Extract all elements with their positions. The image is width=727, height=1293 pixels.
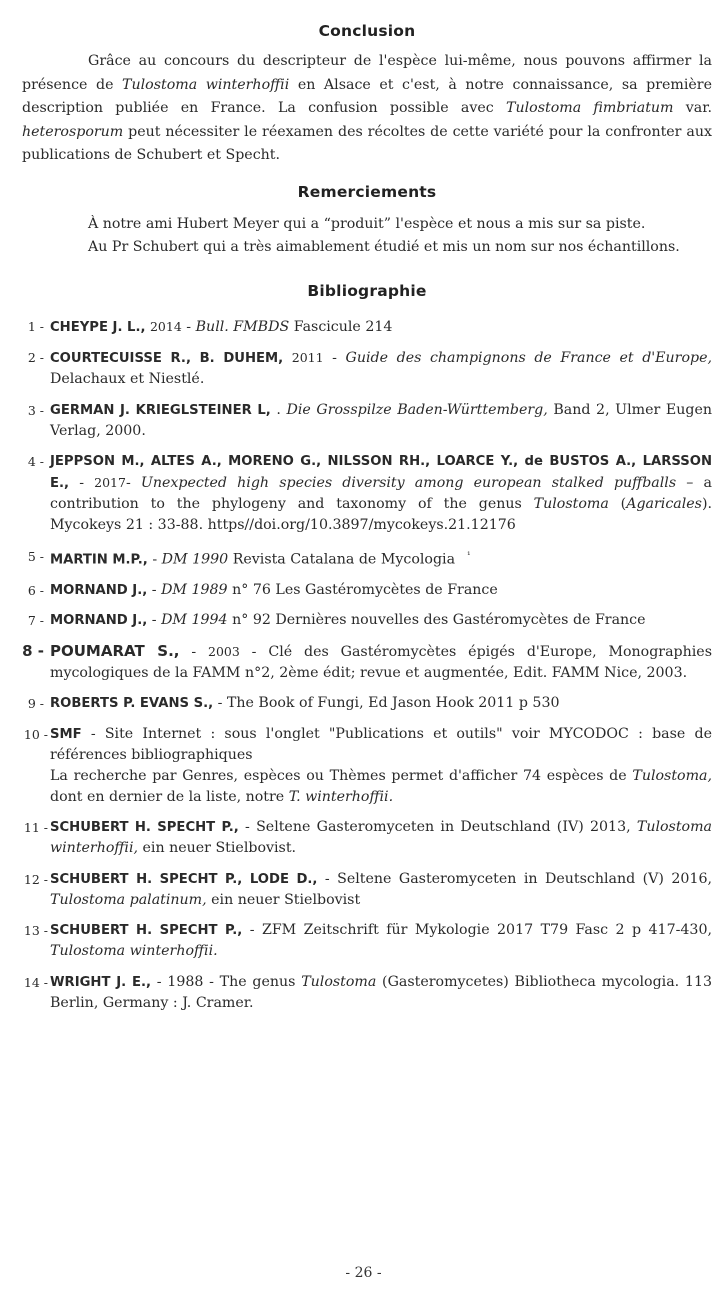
conclusion-text-4: peut nécessiter le réexamen des récoltes de cette variété pour la confronter aux publications de Schubert et Specht. (22, 123, 712, 163)
document-page (22, 18, 712, 1023)
bib-entry-6 (22, 580, 712, 601)
bib-entry-7 (22, 610, 712, 631)
bib-number: 5 - (27, 548, 44, 564)
bib-species: Tulostoma winterhoffii, (50, 819, 712, 857)
bib-author: CHEYPE J. L., (50, 319, 146, 335)
bib-entry-11 (22, 817, 712, 859)
bib-species: Tulostoma winterhoffii. (50, 943, 218, 960)
bib-author: JEPPSON M., ALTES A., MORENO G., NILSSON RH., LOARCE Y., de BUSTOS A., LARSSON E., (50, 454, 712, 491)
bib-entry-12 (22, 869, 712, 911)
bibliography-list (22, 316, 712, 1014)
bib-text (283, 350, 292, 366)
bib-text: ein neuer Stielbovist (206, 891, 361, 908)
remerciements-paragraph-2: Au Pr Schubert qui a très aimablement étudié et mis un nom sur nos échantillons. (88, 239, 680, 255)
stray-mark: ¹ (467, 550, 471, 561)
bib-number: 11 - (23, 820, 48, 836)
bib-text: - (181, 318, 196, 335)
bib-number: 12 - (23, 871, 48, 887)
bib-number: 3 - (27, 402, 44, 418)
bib-text: Band 2, Ulmer Eugen Verlag, 2000. (50, 401, 712, 439)
bib-author: SCHUBERT H. SPECHT P., (50, 820, 239, 836)
bib-number: 8 - (22, 641, 44, 660)
bib-author: MORNAND J., (50, 582, 148, 598)
bib-text: - 1988 - The genus (151, 973, 302, 990)
conclusion-variety: heterosporum (22, 123, 124, 140)
conclusion-text-3: var. (673, 100, 712, 116)
bib-year: 2003 (208, 643, 240, 659)
conclusion-text-2: en Alsace et c'est, à notre connaissance, sa première description publiée en France. La confusion possible avec (22, 76, 712, 116)
bib-species: T. winterhoffii. (288, 788, 394, 805)
bib-text: - (147, 551, 162, 568)
bib-text: ( (608, 496, 627, 512)
bib-number: 1 - (27, 318, 44, 334)
bib-entry-3 (22, 400, 712, 442)
bib-text: ). Mycokeys 21 : 33-88. https//doi.org/10.3897/mycokeys.21.12176 (50, 496, 712, 533)
bib-year: 2011 (291, 350, 324, 365)
bib-entry-4 (22, 451, 712, 536)
bib-title: Die Grosspilze Baden-Württemberg, (286, 401, 548, 418)
bib-title: DM 1989 (161, 581, 228, 598)
bib-genus: Tulostoma (301, 973, 377, 990)
bib-number: 13 - (23, 923, 48, 939)
bib-text: La recherche par Genres, espèces ou Thèmes permet d'afficher 74 espèces de (50, 767, 633, 784)
bib-text: - (69, 475, 95, 491)
bib-text: - (125, 475, 141, 491)
bib-author: COURTECUISSE R., B. DUHEM, (50, 351, 284, 366)
bib-text: n° 92 Dernières nouvelles des Gastéromycètes de France (227, 612, 646, 629)
bib-entry-5 (22, 546, 712, 571)
bib-entry-8 (22, 641, 712, 684)
bib-number: 6 - (27, 582, 44, 598)
bib-text: n° 76 Les Gastéromycètes de France (227, 581, 498, 598)
bib-number: 4 - (27, 454, 44, 469)
bib-title: Bull. FMBDS (195, 318, 290, 335)
bib-title: DM 1994 (161, 612, 228, 629)
bib-author: SMF (50, 726, 82, 742)
bib-text: - (323, 350, 346, 366)
conclusion-species-2: Tulostoma fimbriatum (506, 100, 674, 116)
remerciements-paragraph-1: À notre ami Hubert Meyer qui a “produit” l'espèce et nous a mis sur sa piste. (88, 215, 646, 232)
bib-text: ein neuer Stielbovist. (138, 840, 297, 857)
conclusion-species-1: Tulostoma winterhoffii (122, 76, 290, 93)
bib-author: GERMAN J. KRIEGLSTEINER L, (50, 402, 271, 418)
heading-remerciements: Remerciements (297, 182, 437, 201)
heading-conclusion: Conclusion (318, 22, 416, 40)
bib-author: SCHUBERT H. SPECHT P., LODE D., (50, 871, 318, 887)
bib-species: Tulostoma palatinum, (50, 891, 207, 908)
bib-text: dont en dernier de la liste, notre (50, 788, 289, 805)
bib-entry-14 (22, 972, 712, 1014)
bib-entry-10 (22, 724, 712, 808)
bib-entry-13 (22, 920, 712, 962)
bib-text: Fascicule 214 (289, 318, 393, 335)
bib-genus: Tulostoma (533, 496, 609, 512)
bib-text: - (147, 612, 162, 629)
bib-entry-2 (22, 347, 712, 390)
bib-author: WRIGHT J. E., (50, 974, 152, 990)
bib-order: Agaricales (626, 496, 702, 512)
bib-text: . (270, 401, 287, 418)
bib-text: - The Book of Fungi, Ed Jason Hook 2011 p 530 (213, 695, 560, 712)
bib-text: - (147, 581, 162, 598)
conclusion-paragraph (22, 50, 712, 168)
bib-text: - (179, 643, 208, 660)
bib-number: 7 - (27, 613, 44, 629)
bib-author: SCHUBERT H. SPECHT P., (50, 923, 243, 939)
bib-text: - ZFM Zeitschrift für Mykologie 2017 T79 Fasc 2 p 417-430, (242, 922, 712, 939)
bib-author: POUMARAT S., (50, 641, 180, 660)
page-number: - 26 - (345, 1265, 382, 1281)
bib-text: Delachaux et Niestlé. (50, 371, 205, 387)
bib-text: – a contribution to the phylogeny and taxonomy of the genus (50, 475, 712, 512)
bib-text: - Clé des Gastéromycètes épigés d'Europe, Monographies mycologiques de la FAMM n°2, 2ème édit; revue et augmentée, Edit. FAMM Nice, 2003. (50, 643, 712, 681)
bib-text: - Seltene Gasteromyceten in Deutschland (IV) 2013, (238, 819, 637, 836)
bib-author: ROBERTS P. EVANS S., (50, 696, 214, 712)
bib-text: - Site Internet : sous l'onglet "Publications et outils" voir MYCODOC : base de références bibliographiques (50, 725, 712, 763)
bib-year: 2017 (94, 475, 126, 490)
bib-number: 2 - (27, 350, 44, 365)
bib-number: 14 - (23, 974, 48, 990)
bib-text: (Gasteromycetes) Bibliotheca mycologia. 113 Berlin, Germany : J. Cramer. (50, 973, 713, 1011)
conclusion-text-1: Grâce au concours du descripteur de l'espèce lui-même, nous pouvons affirmer la présence de (22, 53, 712, 93)
bib-year: 2014 (149, 318, 182, 334)
bib-author: MARTIN M.P., (50, 552, 148, 568)
bib-title: DM 1990 (161, 551, 229, 568)
heading-bibliographie: Bibliographie (307, 281, 427, 300)
bib-title: Unexpected high species diversity among european stalked puffballs (140, 475, 677, 491)
bib-text: Revista Catalana de Mycologia (228, 551, 456, 568)
bib-entry-1 (22, 316, 712, 338)
bib-entry-9 (22, 693, 712, 714)
bib-title: Guide des champignons de France et d'Europe, (345, 350, 712, 366)
bib-number: 10 - (23, 726, 48, 742)
bib-number: 9 - (27, 696, 44, 712)
bib-genus: Tulostoma, (632, 767, 712, 784)
bib-text: - Seltene Gasteromyceten in Deutschland (V) 2016, (317, 870, 713, 887)
bib-author: MORNAND J., (50, 613, 148, 629)
